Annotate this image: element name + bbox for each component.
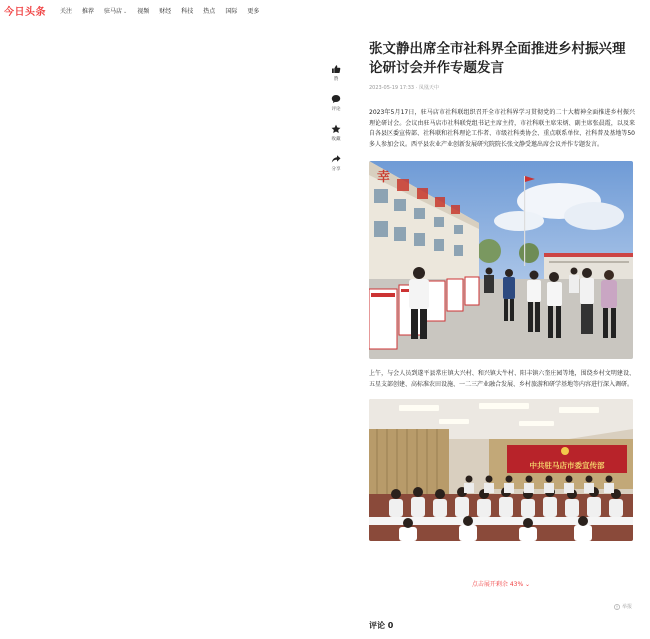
favorite-label: 收藏 [331, 137, 341, 142]
nav-item-recommend[interactable]: 推荐 [82, 7, 95, 15]
like-button[interactable] [328, 64, 344, 82]
nav-item-tech[interactable]: 科技 [181, 7, 194, 15]
star-icon [331, 124, 341, 134]
comment-button[interactable] [328, 94, 344, 112]
chevron-down-icon: ⌄ [123, 8, 128, 15]
comment-label: 评论 [331, 107, 341, 112]
nav-item-hot[interactable]: 热点 [203, 7, 216, 15]
warning-circle-icon [614, 604, 620, 610]
nav-item-international[interactable]: 国际 [225, 7, 238, 15]
thumbs-up-icon [331, 64, 341, 74]
building-sign-character: 幸 [377, 170, 391, 185]
report-label: 举报 [622, 604, 633, 610]
article-action-bar [328, 64, 344, 184]
article-paragraph: 上午，与会人员到遂平县常庄镇大兴村、和兴镇大牛村、阳丰镇六奎庄园等地，围绕乡村文明建设、五星支部创建、高标准农田设施、一二三产业融合发展、乡村旅游和研学基地等内容进行深入调研。 [369, 370, 635, 388]
share-label: 分享 [331, 167, 341, 172]
comment-icon [331, 94, 341, 104]
meeting-banner-text: 中共驻马店市委宣传部 [529, 461, 605, 470]
expand-article-link[interactable]: 点击展开剩余 43% ⌄ [471, 581, 531, 588]
nav-item-local-label: 驻马店 [104, 7, 123, 15]
nav-more[interactable]: 更多 [247, 7, 260, 15]
article-title: 张文静出席全市社科界全面推进乡村振兴理论研讨会并作专题发言 [369, 41, 626, 76]
nav-item-follow[interactable]: 关注 [60, 7, 73, 15]
nav-item-local[interactable] [104, 6, 127, 15]
site-logo[interactable]: 今日头条 [4, 6, 46, 18]
article-paragraph: 2023年5月17日，驻马店市社科联组织召开全市社科界学习贯彻党的二十大精神全面推进乡村振兴理论研讨会。会议由驻马店市社科联党组书记主席主持，市社科联主席宋炳、副主席张晨霞，以及来自各县区委宣传部、社科联和社科理论工作者、市级社科类协会、重点联系单位、社科普及基地等50多人参加会议。西平县农业产业创新发展研究院院长张文静受邀出席会议并作专题发言。 [369, 109, 635, 148]
share-icon [331, 154, 341, 164]
top-nav [0, 0, 650, 20]
article-photo-meeting[interactable] [369, 399, 633, 541]
nav-item-video[interactable]: 视频 [137, 7, 150, 15]
article-photo-outdoor-visit[interactable] [369, 161, 633, 359]
share-button[interactable] [328, 154, 344, 172]
article [369, 40, 635, 541]
comments-heading: 评论 0 [369, 621, 394, 630]
like-label: 赞 [333, 77, 339, 82]
nav-item-finance[interactable]: 财经 [159, 7, 172, 15]
report-button[interactable] [614, 603, 632, 610]
article-meta: 2023-05-19 17:33 · 凤凰天中 [369, 85, 439, 91]
favorite-button[interactable] [328, 124, 344, 142]
